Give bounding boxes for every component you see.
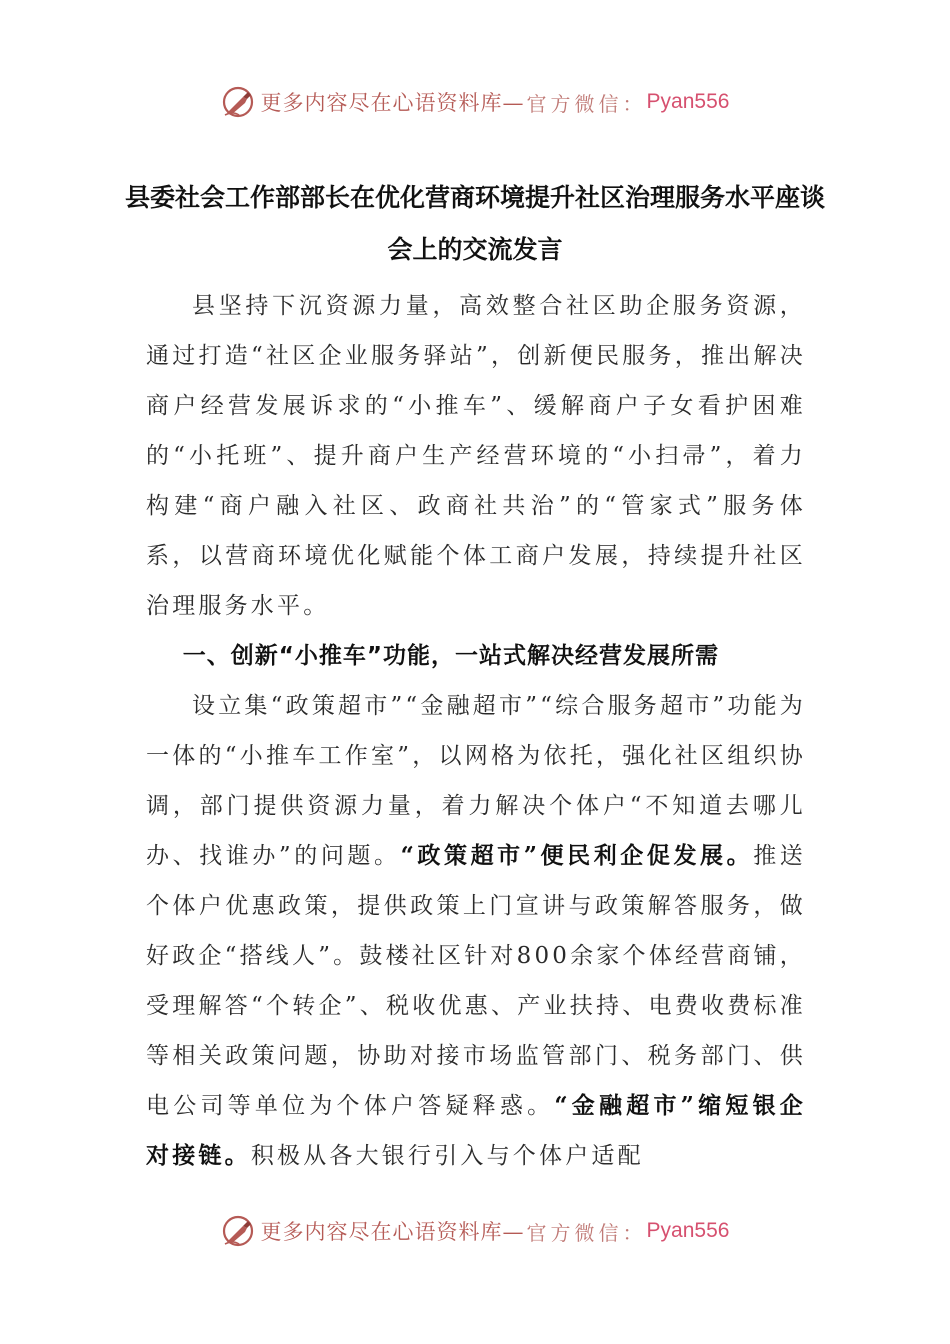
paragraph-text: 设立集“政策超市”“金融超市”“综合服务超市”功能为一体的“小推车工作室”，以网格为依托，强化社区组织协调，部门提供资源力量，着力解决个体户“不知道去哪儿办、找谁办”的问题。 [146,693,806,869]
footer-watermark-banner [0,1211,950,1251]
section-1-paragraph [146,681,806,1181]
bold-lead-policy-market: “政策超市”便民利企促发展。 [400,842,754,869]
document-title: 县委社会工作部部长在优化营商环境提升社区治理服务水平座谈会上的交流发言 [124,183,825,264]
banner-wechat-id: Pyan556 [646,1219,730,1242]
banner-wechat-label: 官方微信： [526,91,647,116]
banner-wechat-id: Pyan556 [646,90,730,113]
banner-main-text: 更多内容尽在心语资料库— [260,1220,525,1244]
section-heading-1: 一、创新“小推车”功能，一站式解决经营发展所需 [182,643,720,669]
pen-logo-icon [221,85,255,119]
banner-wechat-label: 官方微信： [526,1220,647,1245]
document-body [146,281,806,1181]
paragraph-text: 积极从各大银行引入与个体户适配 [250,1143,644,1169]
paragraph-text: 推送个体户优惠政策，提供政策上门宣讲与政策解答服务，做好政企“搭线人”。鼓楼社区针对800余家个体经营商铺，受理解答“个转企”、税收优惠、产业扶持、电费收费标准等相关政策问题，协助对接市场监管部门、税务部门、供电公司等单位为个体户答疑释惑。 [146,843,807,1119]
banner-main-text: 更多内容尽在心语资料库— [260,91,525,115]
pen-logo-icon [221,1214,255,1248]
intro-paragraph: 县坚持下沉资源力量，高效整合社区助企服务资源，通过打造“社区企业服务驿站”，创新便民服务，推出解决商户经营发展诉求的“小推车”、缓解商户子女看护困难的“小托班”、提升商户生产经营环境的“小扫帚”，着力构建“商户融入社区、政商社共治”的“管家式”服务体系，以营商环境优化赋能个体工商户发展，持续提升社区治理服务水平。 [146,293,806,619]
header-watermark-banner [0,82,950,122]
bold-lead-finance-market: “金融超市”缩短银企对接链。 [146,1092,807,1169]
